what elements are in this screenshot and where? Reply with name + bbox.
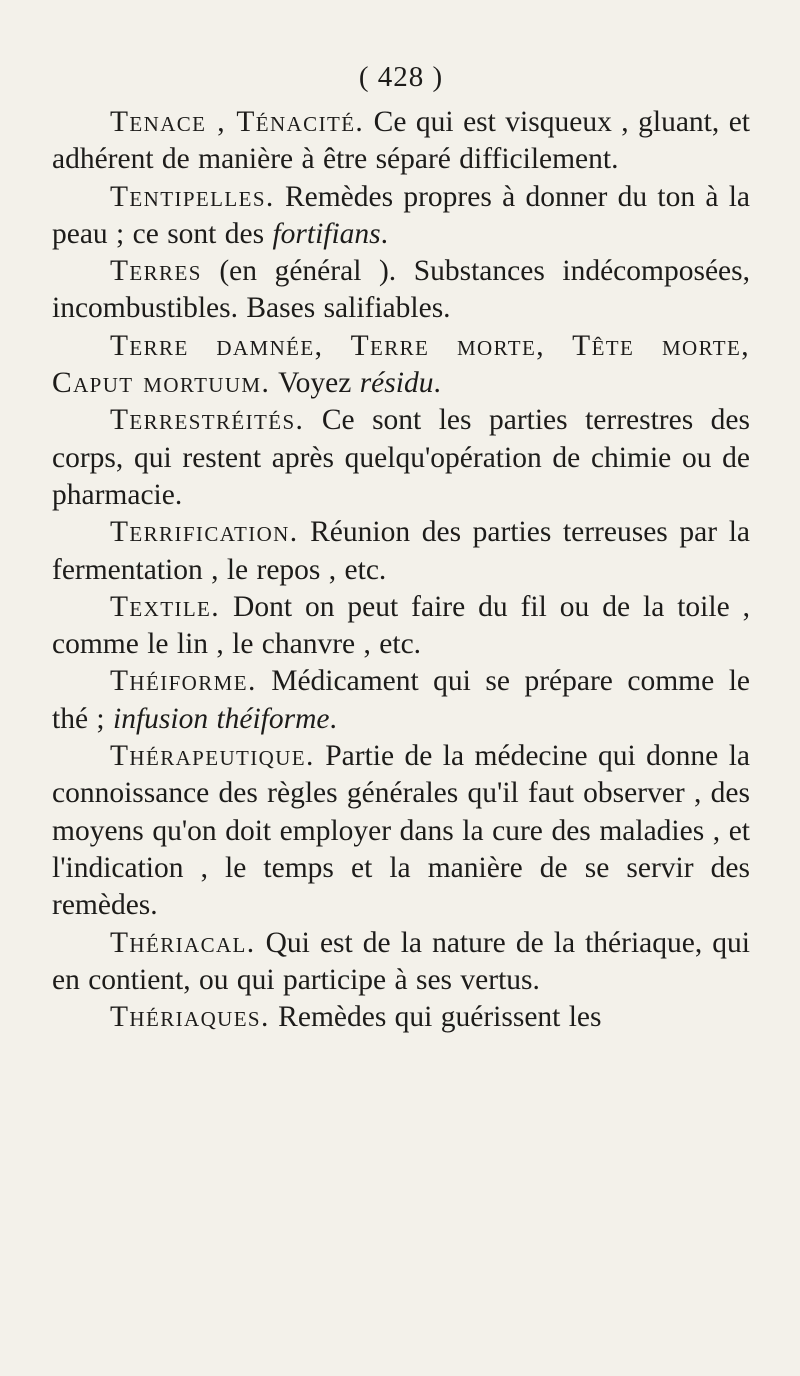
entry-theiforme <box>52 663 750 738</box>
entry-headword: Textile. <box>110 590 221 623</box>
entry-cross-reference: fortifians <box>272 217 381 250</box>
entry-headword: Tenace , Ténacité. <box>110 106 365 138</box>
entry-tenace <box>52 104 750 179</box>
entry-headword: Théiforme. <box>110 665 257 698</box>
entry-punctuation: . <box>380 217 389 250</box>
entry-definition: Ce qui est visqueux , gluant, et adhérent de manière à être séparé difficilement. <box>52 106 751 176</box>
entry-definition: Réunion des parties terreuses par la fermentation , le repos , etc. <box>52 516 750 586</box>
page-number: ( 428 ) <box>358 61 444 93</box>
entry-terre-damnee <box>52 328 750 403</box>
entry-headword: Terre damnée, Terre morte, Tête morte, Caput mortuum. <box>52 329 750 400</box>
entry-headword: Thériacal. <box>110 926 256 959</box>
entry-theriaques <box>52 999 750 1036</box>
entry-theriacal <box>52 925 750 1000</box>
entry-definition: Qui est de la nature de la thériaque, qui en contient, ou qui participe à ses vertus. <box>52 926 750 996</box>
entry-definition: Remèdes qui guérissent les <box>269 1001 602 1034</box>
entry-headword: Terres <box>110 255 202 288</box>
entry-headword: Terrification. <box>110 516 299 549</box>
entry-tentipelles <box>52 179 750 254</box>
entry-definition: Dont on peut faire du fil ou de la toile , comme le lin , le chanvre , etc. <box>52 590 750 661</box>
entry-terrification <box>52 514 750 589</box>
entry-therapeutique <box>52 738 750 924</box>
entry-definition: Médicament qui se prépare comme le thé ; <box>52 665 750 735</box>
entry-terres <box>52 253 750 328</box>
entry-headword: Thérapeutique. <box>110 740 315 773</box>
entry-headword: Tentipelles. <box>110 180 275 213</box>
entry-definition: Partie de la médecine qui donne la connoissance des règles générales qu'il faut observer , des moyens qu'on doit employer dans la cure des maladies , et l'indication , le temps et la manière de se servir des remèdes. <box>52 740 750 922</box>
entry-definition: Remèdes propres à donner du ton à la peau ; ce sont des <box>52 180 750 250</box>
entry-definition: Voyez <box>270 367 360 400</box>
entry-cross-reference: infusion théiforme <box>113 702 330 735</box>
entry-cross-reference: résidu <box>359 367 434 400</box>
entry-headword: Terrestréités. <box>110 404 305 437</box>
entry-definition: (en général ). Substances indécomposées, incombustibles. Bases salifiables. <box>52 255 750 325</box>
entry-headword: Thériaques. <box>110 1001 270 1034</box>
entry-definition: Ce sont les parties terrestres des corps, qui restent après quelqu'opération de chimie ou de pharmacie. <box>52 404 750 511</box>
entry-punctuation: . <box>433 367 441 400</box>
entry-terrestreites <box>52 402 750 514</box>
entry-punctuation: . <box>329 702 337 735</box>
entry-textile <box>52 589 750 664</box>
